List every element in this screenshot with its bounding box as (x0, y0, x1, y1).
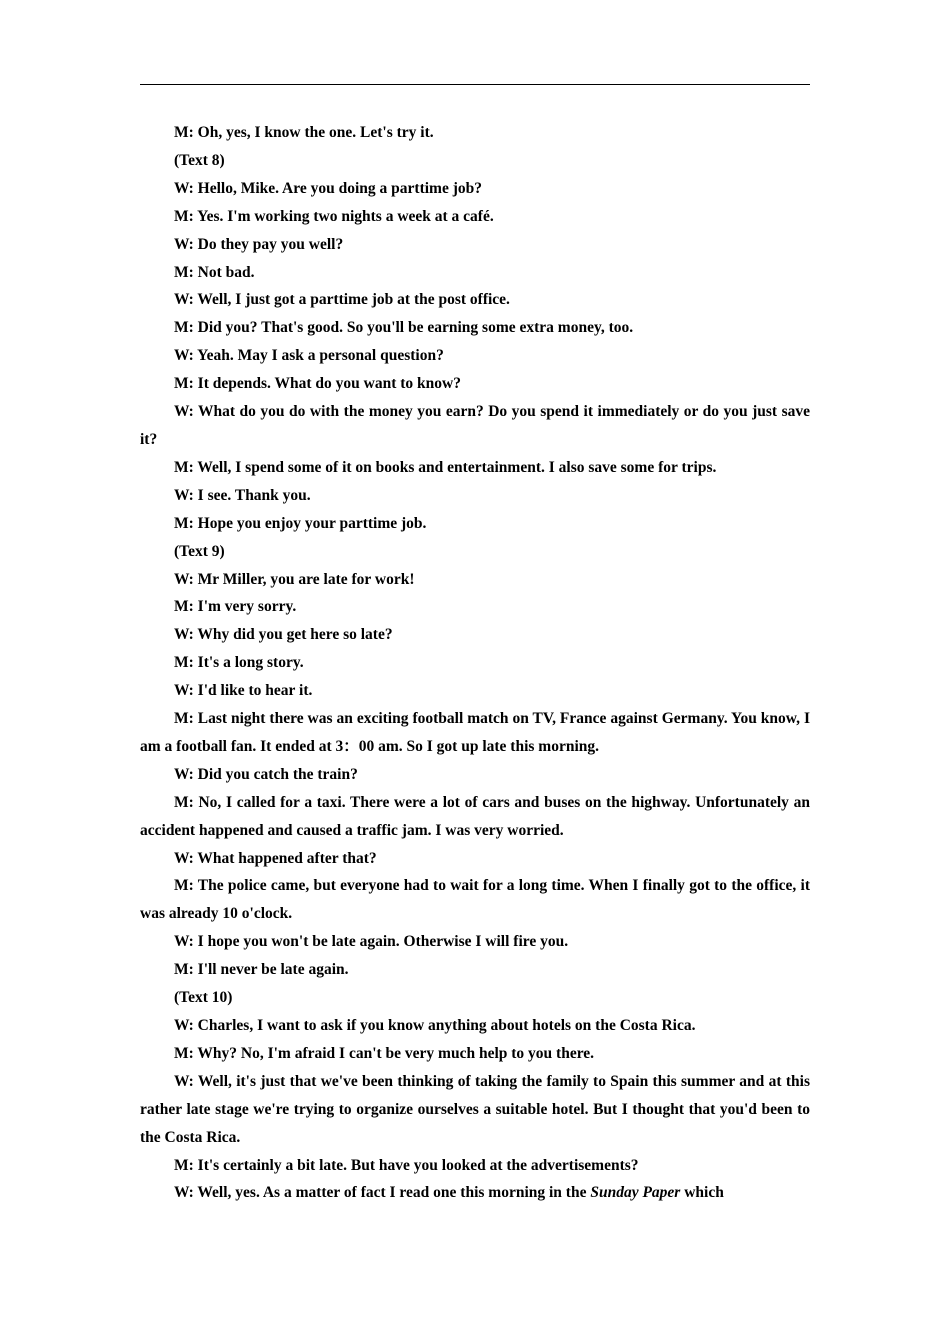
dialogue-line: M: No, I called for a taxi. There were a lot of cars and buses on the highway. Unfortunately an accident happened and caused a traffic jam. I was very worried. (140, 793, 810, 839)
dialogue-line: W: Well, it's just that we've been thinking of taking the family to Spain this summer and at this rather late stage we're trying to organize ourselves a suitable hotel. But I thought that you'd been to the Costa Rica. (140, 1072, 810, 1146)
dialogue-line: M: Hope you enjoy your parttime job. (174, 514, 427, 532)
dialogue-line: M: It's certainly a bit late. But have you looked at the advertisements? (174, 1156, 639, 1174)
section-label: (Text 9) (174, 542, 225, 560)
dialogue-line: M: Not bad. (174, 263, 255, 281)
dialogue-line: W: I hope you won't be late again. Otherwise I will fire you. (174, 933, 569, 951)
dialogue-line: M: Yes. I'm working two nights a week at a café. (174, 207, 494, 225)
dialogue-line: W: What do you do with the money you earn? Do you spend it immediately or do you just save it? (140, 403, 810, 448)
dialogue-line: W: What happened after that? (174, 849, 377, 867)
header-rule (140, 84, 810, 85)
dialogue-text (140, 119, 810, 1207)
dialogue-line: M: The police came, but everyone had to wait for a long time. When I finally got to the office, it was already 10 o'clock. (140, 877, 810, 923)
dialogue-line: W: I see. Thank you. (174, 486, 311, 504)
dialogue-line: W: Do they pay you well? (174, 235, 344, 253)
dialogue-line: M: I'll never be late again. (174, 961, 349, 979)
dialogue-line: M: It depends. What do you want to know? (174, 375, 461, 393)
dialogue-line: W: Charles, I want to ask if you know anything about hotels on the Costa Rica. (174, 1017, 696, 1034)
dialogue-line: M: Oh, yes, I know the one. Let's try it. (174, 124, 434, 141)
dialogue-line: M: Well, I spend some of it on books and entertainment. I also save some for trips. (174, 458, 717, 476)
dialogue-line: W: Yeah. May I ask a personal question? (174, 347, 444, 365)
text-before-title: W: Well, yes. As a matter of fact I read one this morning in the (174, 1184, 591, 1202)
dialogue-line: W: Well, I just got a parttime job at the post office. (174, 291, 510, 309)
dialogue-line: W: Hello, Mike. Are you doing a parttime job? (174, 179, 482, 197)
dialogue-line-last (140, 1179, 810, 1207)
dialogue-line: W: Mr Miller, you are late for work! (174, 570, 415, 588)
dialogue-line: M: I'm very sorry. (174, 598, 297, 616)
dialogue-line: W: I'd like to hear it. (174, 682, 313, 700)
dialogue-line: W: Did you catch the train? (174, 765, 358, 783)
section-label: (Text 8) (174, 151, 225, 169)
dialogue-line: M: It's a long story. (174, 654, 304, 672)
dialogue-line: M: Did you? That's good. So you'll be earning some extra money, too. (174, 319, 634, 337)
newspaper-title: Sunday Paper (590, 1184, 681, 1202)
dialogue-line: M: Why? No, I'm afraid I can't be very much help to you there. (174, 1044, 595, 1062)
section-label: (Text 10) (174, 989, 233, 1007)
text-after-title: which (680, 1184, 724, 1202)
dialogue-line: M: Last night there was an exciting football match on TV, France against Germany. You know, I am a football fan. It ended at 3：00 am. So I got up late this morning. (140, 710, 810, 755)
dialogue-line: W: Why did you get here so late? (174, 626, 393, 644)
